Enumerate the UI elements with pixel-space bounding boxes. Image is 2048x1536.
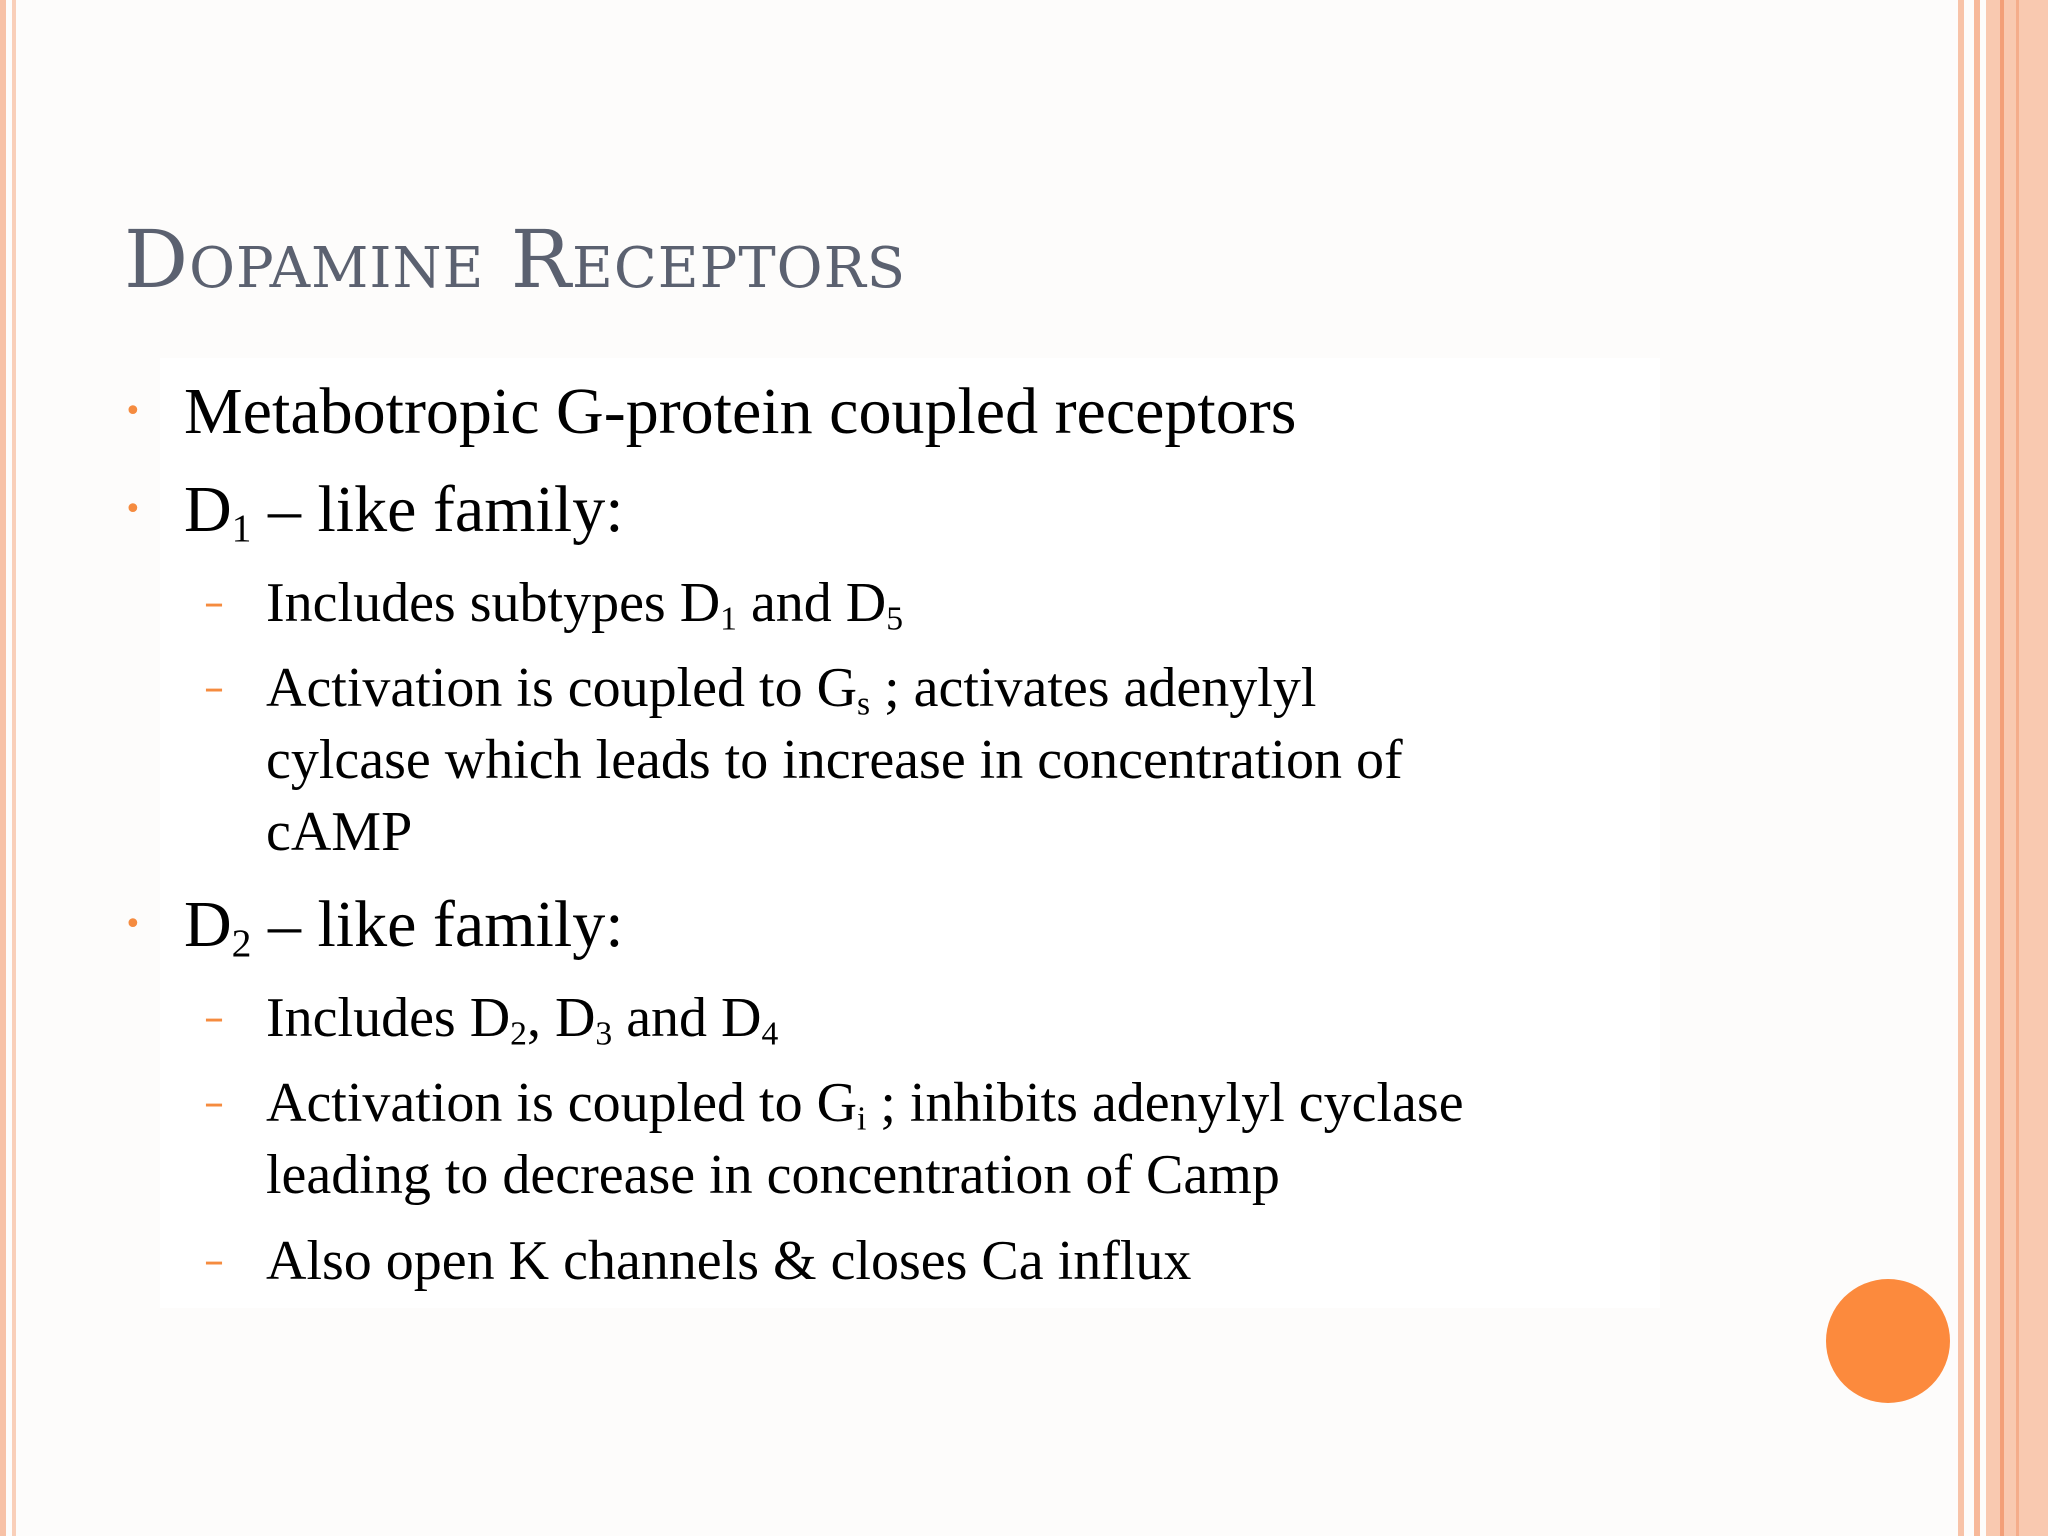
sub-bullet-text: Includes subtypes D	[266, 572, 721, 634]
right-border-band-line-secondary	[2016, 0, 2019, 1536]
subscript: 1	[720, 600, 737, 638]
sub-bullet-text: cylcase which leads to increase in concentration of	[266, 729, 1403, 791]
subscript: i	[857, 1100, 867, 1138]
slide-title: Dopamine Receptors	[124, 213, 907, 306]
subscript: 2	[231, 920, 252, 965]
bullet-metabotropic	[184, 372, 1296, 452]
bullet-text: – like family:	[251, 888, 624, 961]
decorative-orange-circle	[1826, 1279, 1950, 1403]
sub-bullet-d2-activation	[266, 1067, 1464, 1139]
right-border-stripe	[1958, 0, 1964, 1536]
sub-bullet-k-channels	[266, 1225, 1191, 1297]
subscript: 4	[761, 1015, 779, 1053]
sub-bullet-text: Activation is coupled to G	[266, 657, 858, 719]
sub-bullet-d2-activation-line2	[266, 1139, 1280, 1211]
bullet-text: Metabotropic G-protein coupled receptors	[184, 375, 1297, 448]
left-border-stripe-inner	[12, 0, 16, 1536]
sub-bullet-d2-subtypes	[266, 982, 778, 1054]
sub-bullet-marker: –	[204, 665, 224, 711]
sub-bullet-text: ; activates adenylyl	[870, 657, 1317, 719]
sub-bullet-d1-activation	[266, 652, 1316, 724]
bullet-marker: •	[124, 394, 142, 429]
sub-bullet-d1-subtypes	[266, 567, 903, 639]
sub-bullet-marker: –	[204, 1238, 224, 1284]
subscript: 5	[886, 600, 904, 638]
bullet-d2-family	[184, 885, 624, 965]
subscript: s	[857, 685, 871, 723]
sub-bullet-text: Activation is coupled to G	[266, 1072, 858, 1134]
bullet-text: D	[184, 888, 232, 961]
sub-bullet-text: and D	[736, 572, 887, 634]
sub-bullet-text: Includes D	[266, 987, 511, 1049]
bullet-d1-family	[184, 470, 624, 550]
sub-bullet-text: cAMP	[266, 801, 413, 863]
sub-bullet-marker: –	[204, 995, 224, 1041]
sub-bullet-text: leading to decrease in concentration of Camp	[266, 1144, 1280, 1206]
bullet-text: D	[184, 473, 232, 546]
bullet-marker: •	[124, 907, 142, 942]
subscript: 3	[595, 1015, 613, 1053]
subscript: 1	[231, 505, 252, 550]
sub-bullet-text: , D	[526, 987, 596, 1049]
bullet-marker: •	[124, 492, 142, 527]
right-border-band-line	[2000, 0, 2004, 1536]
subscript: 2	[510, 1015, 527, 1053]
sub-bullet-d1-activation-line3	[266, 796, 412, 868]
left-border-stripe	[0, 0, 6, 1536]
sub-bullet-marker: –	[204, 1080, 224, 1126]
sub-bullet-text: ; inhibits adenylyl cyclase	[866, 1072, 1464, 1134]
sub-bullet-text: Also open K channels & closes Ca influx	[266, 1230, 1192, 1292]
sub-bullet-d1-activation-line2	[266, 724, 1403, 796]
right-border-stripe-inner	[1974, 0, 1980, 1536]
bullet-text: – like family:	[251, 473, 624, 546]
sub-bullet-text: and D	[612, 987, 762, 1049]
sub-bullet-marker: –	[204, 580, 224, 626]
